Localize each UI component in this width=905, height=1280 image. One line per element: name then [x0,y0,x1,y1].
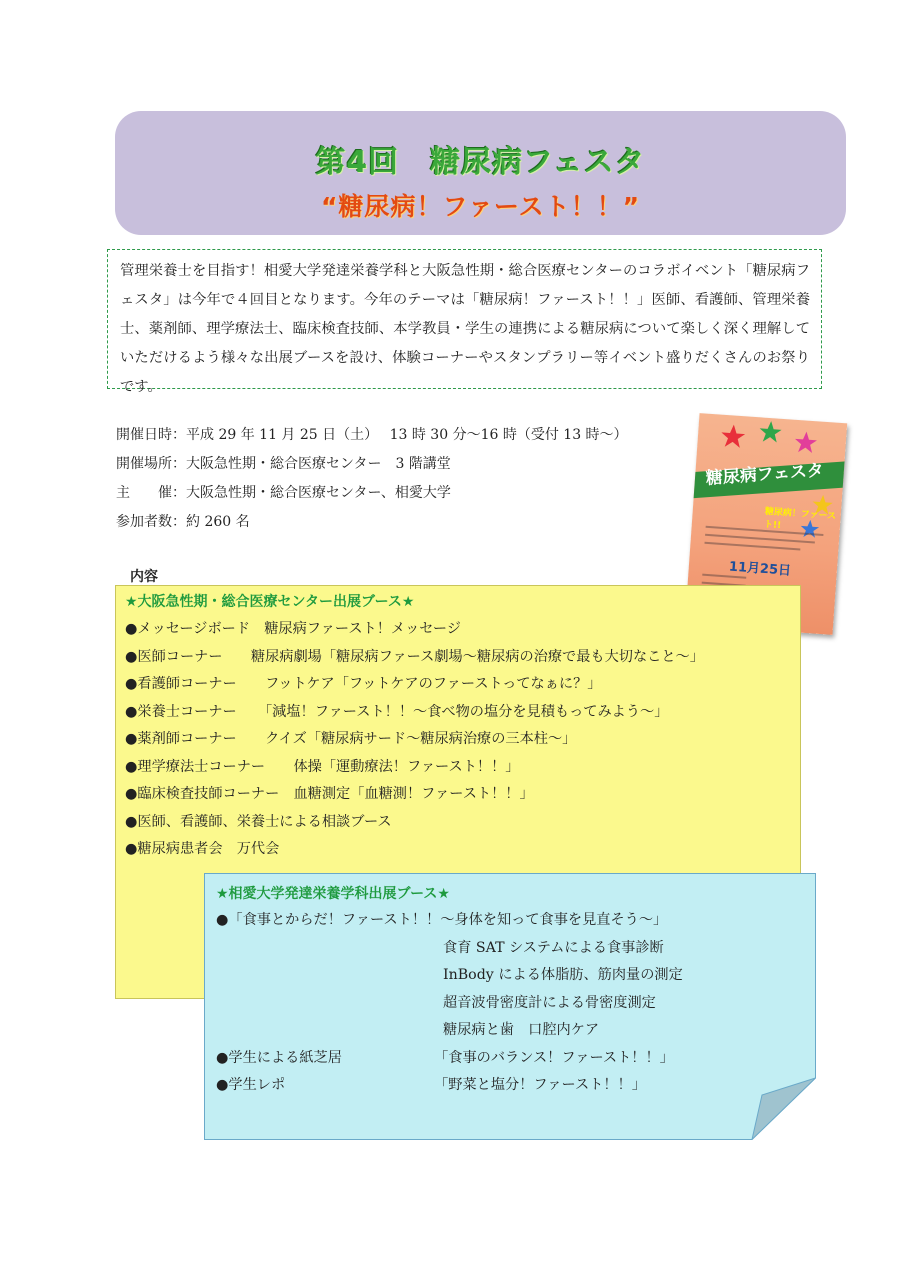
info-attendees: 参加者数：約 260 名 [116,514,250,530]
info-date: 開催日時：平成 29 年 11 月 25 日（土） 13 時 30 分～16 時（受付 13 時～） [116,427,628,443]
poster-date: 11月25日 [728,559,792,579]
poster-text-line [704,542,800,551]
hospital-booth-heading: ★大阪急性期・総合医療センター出展ブース★ [125,594,415,610]
list-item: ●理学療法士コーナー 体操「運動療法！ファースト！！」 [125,758,520,775]
poster-title: 糖尿病フェスタ [705,460,825,489]
content-label: 内容 [130,569,158,585]
university-booth-list [216,907,683,1100]
event-title: 第4回 糖尿病フェスタ [315,145,646,180]
title-banner [115,111,846,235]
list-item: ●看護師コーナー フットケア「フットケアのファーストってなぁに？」 [125,676,602,692]
list-item: ●医師、看護師、栄養士による相談ブース [125,813,392,830]
hospital-booth-list [125,616,704,864]
info-place: 開催場所：大阪急性期・総合医療センター 3 階講堂 [116,456,451,472]
university-booth-box [204,873,816,1140]
list-item: ●薬剤師コーナー クイズ「糖尿病サード～糖尿病治療の三本柱～」 [125,731,577,747]
star-icon [758,419,784,445]
university-booth-heading: ★相愛大学発達栄養学科出展ブース★ [216,886,450,902]
list-item: ●医師コーナー 糖尿病劇場「糖尿病ファース劇場～糖尿病の治療で最も大切なこと～」 [125,648,704,665]
poster-subtitle: 糖尿病！ファースト!! [763,506,837,532]
star-icon [793,430,819,456]
list-item: 糖尿病と歯 口腔内ケア [216,1022,600,1038]
list-item: ●学生レポ 「野菜と塩分！ファースト！！」 [216,1077,646,1093]
event-theme: “糖尿病！ファースト！！” [320,192,641,221]
list-item: ●栄養士コーナー 「減塩！ファースト！！～食べ物の塩分を見積もってみよう～」 [125,703,669,720]
event-info [116,421,628,537]
list-item: ●メッセージボード 糖尿病ファースト！メッセージ [125,621,461,637]
star-icon [719,423,747,451]
list-item: 超音波骨密度計による骨密度測定 [216,994,656,1011]
list-item: 食育 SAT システムによる食事診断 [216,939,664,956]
intro-paragraph: 管理栄養士を目指す！相愛大学発達栄養学科と大阪急性期・総合医療センターのコラボイベント「糖尿病フェスタ」は今年で４回目となります。今年のテーマは「糖尿病！ファースト！！」医師、看護師、管理栄養士、薬剤師、理学療法士、臨床検査技師、本学教員・学生の連携による糖尿病について楽しく深く理解していただけるよう様々な出展ブースを設け、体験コーナーやスタンプラリー等イベント盛りだくさんのお祭りです。 [107,249,822,389]
list-item: InBody による体脂肪、筋肉量の測定 [216,967,683,983]
list-item: ●「食事とからだ！ファースト！！～身体を知って食事を見直そう～」 [216,912,668,928]
list-item: ●学生による紙芝居 「食事のバランス！ファースト！！」 [216,1049,674,1066]
list-item: ●糖尿病患者会 万代会 [125,841,280,857]
list-item: ●臨床検査技師コーナー 血糖測定「血糖測！ファースト！！」 [125,786,534,802]
info-host: 主 催：大阪急性期・総合医療センター、相愛大学 [116,485,451,501]
